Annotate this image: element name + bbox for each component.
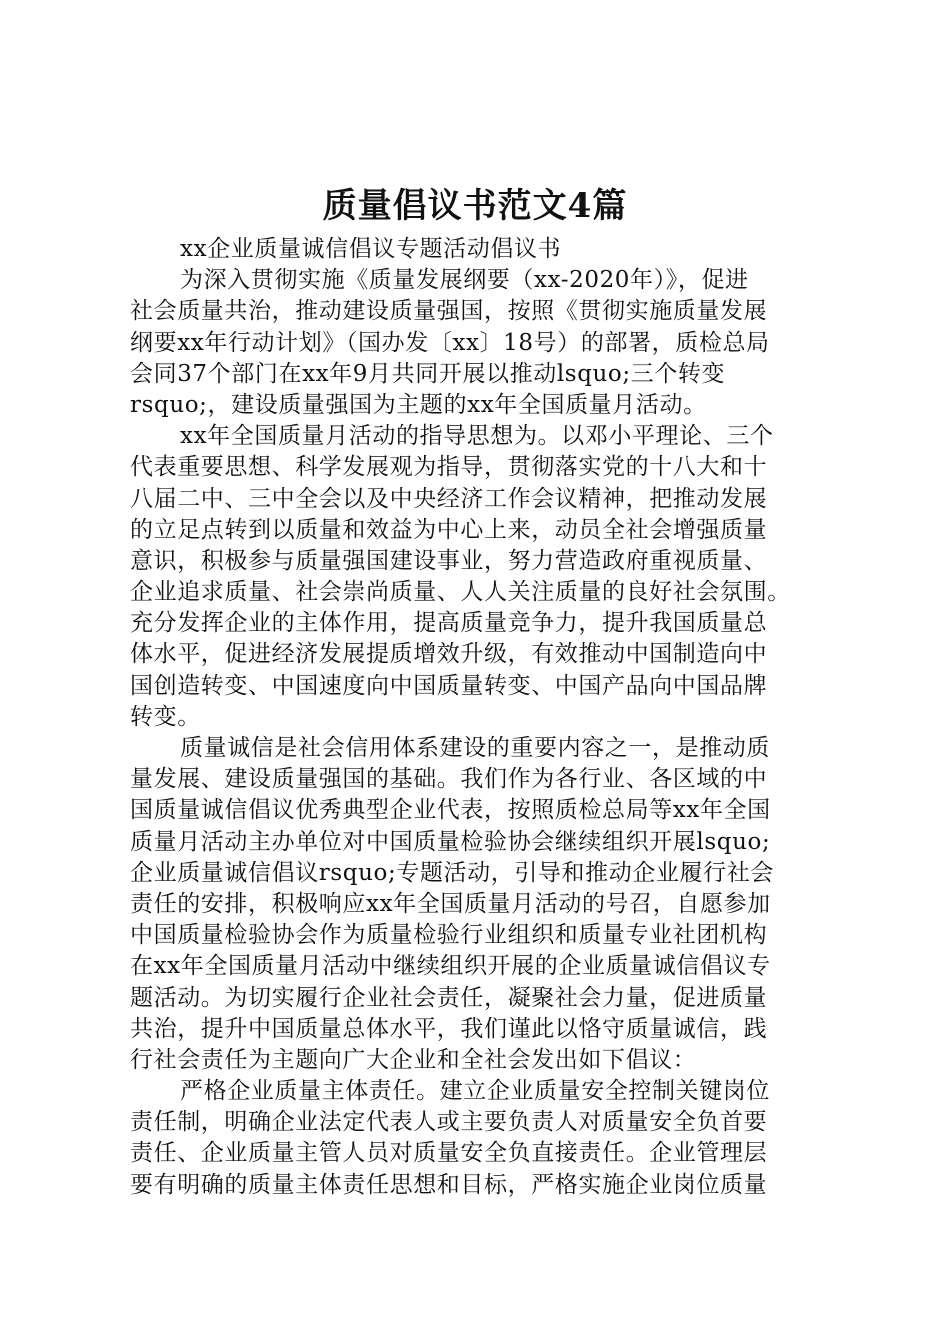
body-line: 国质量诚信倡议优秀典型企业代表，按照质检总局等xx年全国 <box>130 797 771 824</box>
body-line: 意识，积极参与质量强国建设事业，努力营造政府重视质量、 <box>130 547 768 574</box>
body-line: xx年全国质量月活动的指导思想为。以邓小平理论、三个 <box>180 423 774 450</box>
body-line: 转变。 <box>130 703 201 730</box>
body-line: 在xx年全国质量月活动中继续组织开展的企业质量诚信倡议专 <box>130 953 771 980</box>
body-line: 纲要xx年行动计划》（国办发〔xx〕18号）的部署，质检总局 <box>130 329 770 356</box>
body-line: 责任、企业质量主管人员对质量安全负直接责任。企业管理层 <box>130 1140 768 1167</box>
body-line: 社会质量共治，推动建设质量强国，按照《贯彻实施质量发展 <box>130 298 768 325</box>
body-line: 国创造转变、中国速度向中国质量转变、中国产品向中国品牌 <box>130 672 768 699</box>
body-line: 行社会责任为主题向广大企业和全社会发出如下倡议： <box>130 1046 697 1073</box>
body-line: 质量月活动主办单位对中国质量检验协会继续组织开展lsquo; <box>130 828 771 855</box>
body-line: 代表重要思想、科学发展观为指导，贯彻落实党的十八大和十 <box>130 454 768 481</box>
body-line: 的立足点转到以质量和效益为中心上来，动员全社会增强质量 <box>130 516 768 543</box>
body-line: 共治，提升中国质量总体水平，我们谨此以恪守质量诚信，践 <box>130 1015 768 1042</box>
body-line: 责任的安排，积极响应xx年全国质量月活动的号召，自愿参加 <box>130 890 771 917</box>
document-body <box>130 234 830 1201</box>
body-line: 中国质量检验协会作为质量检验行业组织和质量专业社团机构 <box>130 922 768 949</box>
body-line: 体水平，促进经济发展提质增效升级，有效推动中国制造向中 <box>130 641 768 668</box>
body-line: 题活动。为切实履行企业社会责任，凝聚社会力量，促进质量 <box>130 984 768 1011</box>
document-title: 质量倡议书范文4篇 <box>322 186 628 226</box>
body-line: 要有明确的质量主体责任思想和目标，严格实施企业岗位质量 <box>130 1171 768 1198</box>
body-line: 企业追求质量、社会崇尚质量、人人关注质量的良好社会氛围。 <box>130 579 791 606</box>
body-line: 质量诚信是社会信用体系建设的重要内容之一，是推动质 <box>180 735 770 761</box>
body-line: 责任制，明确企业法定代表人或主要负责人对质量安全负首要 <box>130 1109 768 1136</box>
body-line: rsquo;，建设质量强国为主题的xx年全国质量月活动。 <box>130 391 707 418</box>
body-line: 企业质量诚信倡议rsquo;专题活动，引导和推动企业履行社会 <box>130 859 774 886</box>
body-line: 充分发挥企业的主体作用，提高质量竞争力，提升我国质量总 <box>130 610 768 637</box>
body-line: 严格企业质量主体责任。建立企业质量安全控制关键岗位 <box>180 1078 770 1105</box>
body-line: 会同37个部门在xx年9月共同开展以推动lsquo;三个转变 <box>130 360 726 387</box>
body-line: 为深入贯彻实施《质量发展纲要（xx-2020年）》，促进 <box>180 267 749 294</box>
body-line: 量发展、建设质量强国的基础。我们作为各行业、各区域的中 <box>130 766 768 793</box>
body-line: xx企业质量诚信倡议专题活动倡议书 <box>180 236 562 262</box>
body-line: 八届二中、三中全会以及中央经济工作会议精神，把推动发展 <box>130 485 768 512</box>
